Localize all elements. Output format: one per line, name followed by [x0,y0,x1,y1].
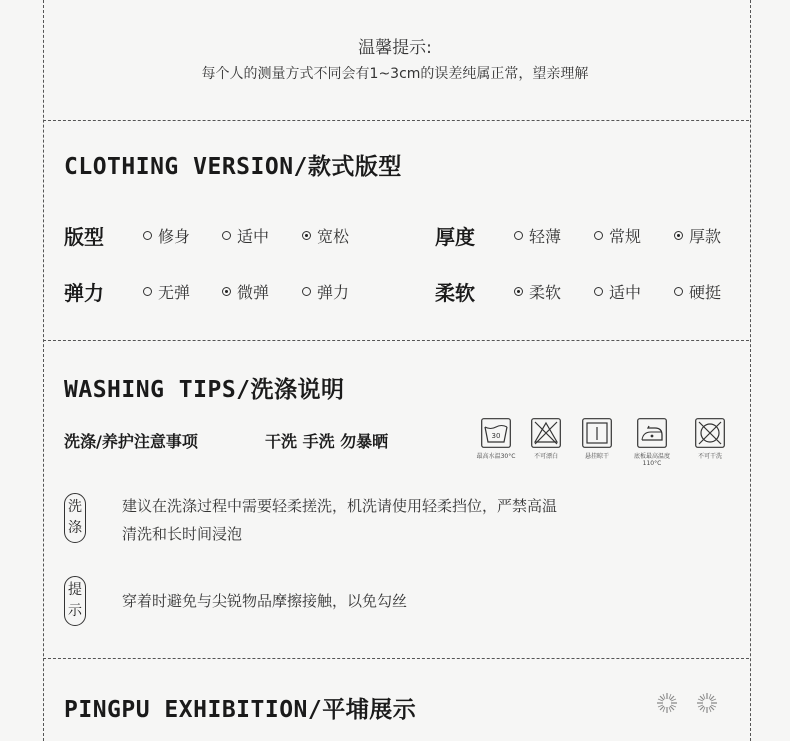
sunburst-icon [696,692,718,714]
wash-note-line: 建议在洗涤过程中需要轻柔搓洗，机洗请使用轻柔挡位，严禁高温 [122,497,558,515]
tip-badge: 提 示 [64,576,86,626]
no-bleach-caption: 不可漂白 [533,453,558,460]
tip-note [122,587,407,615]
tip-note-line: 穿着时避免与尖锐物品摩擦接触，以免勾丝 [122,592,408,610]
tip-title: 温馨提示: [358,38,432,58]
washing-title: WASHING TIPS/洗涤说明 [64,377,345,403]
divider [43,658,749,659]
radio-icon [143,287,152,296]
svg-text:30: 30 [491,432,501,440]
sunburst-icon [656,692,678,714]
attr-label-fit: 版型 [64,225,104,249]
radio-selected-icon [514,287,523,296]
radio-selected-icon [222,287,231,296]
radio-icon [594,287,603,296]
no-dry-clean-icon [695,418,725,448]
hang-dry-caption: 悬挂晾干 [584,453,609,460]
care-heading: 洗涤/养护注意事项 [64,432,198,451]
radio-selected-icon [302,231,311,240]
attr-label-elasticity: 弹力 [64,281,104,305]
iron-caption: 底板最高温度110°C [633,453,670,467]
option-thickness-regular: 常规 [594,224,641,247]
version-title: CLOTHING VERSION/款式版型 [64,154,402,180]
option-elasticity-stretch: 弹力 [302,280,349,303]
radio-icon [302,287,311,296]
radio-icon [222,231,231,240]
attr-label-thickness: 厚度 [435,225,475,249]
hang-dry-icon [582,418,612,448]
option-fit-regular: 适中 [222,224,269,247]
wash-30-icon [481,418,511,448]
wash-badge: 洗 涤 [64,493,86,543]
option-softness-medium: 适中 [594,280,641,303]
divider [43,340,749,341]
option-elasticity-slight: 微弹 [222,280,269,303]
no-bleach-icon [531,418,561,448]
option-softness-stiff: 硬挺 [674,280,721,303]
iron-icon [637,418,667,448]
no-dry-clean-caption: 不可干洗 [697,453,722,460]
option-fit-slim: 修身 [143,224,190,247]
option-thickness-thin: 轻薄 [514,224,561,247]
option-fit-loose: 宽松 [302,224,349,247]
radio-icon [594,231,603,240]
option-softness-soft: 柔软 [514,280,561,303]
radio-icon [674,287,683,296]
attr-label-softness: 柔软 [435,281,475,305]
wash-30-caption: 最高水温30°C [476,453,516,460]
care-methods: 干洗 手洗 勿暴晒 [265,432,389,451]
divider [43,120,749,121]
radio-icon [514,231,523,240]
wash-note [122,492,557,548]
radio-selected-icon [674,231,683,240]
option-elasticity-none: 无弹 [143,280,190,303]
option-thickness-thick: 厚款 [674,224,721,247]
wash-note-line: 清洗和长时间浸泡 [122,525,243,543]
exhibition-title: PINGPU EXHIBITION/平埔展示 [64,697,417,723]
radio-icon [143,231,152,240]
tip-text: 每个人的测量方式不同会有1~3cm的误差纯属正常，望亲理解 [201,66,589,82]
